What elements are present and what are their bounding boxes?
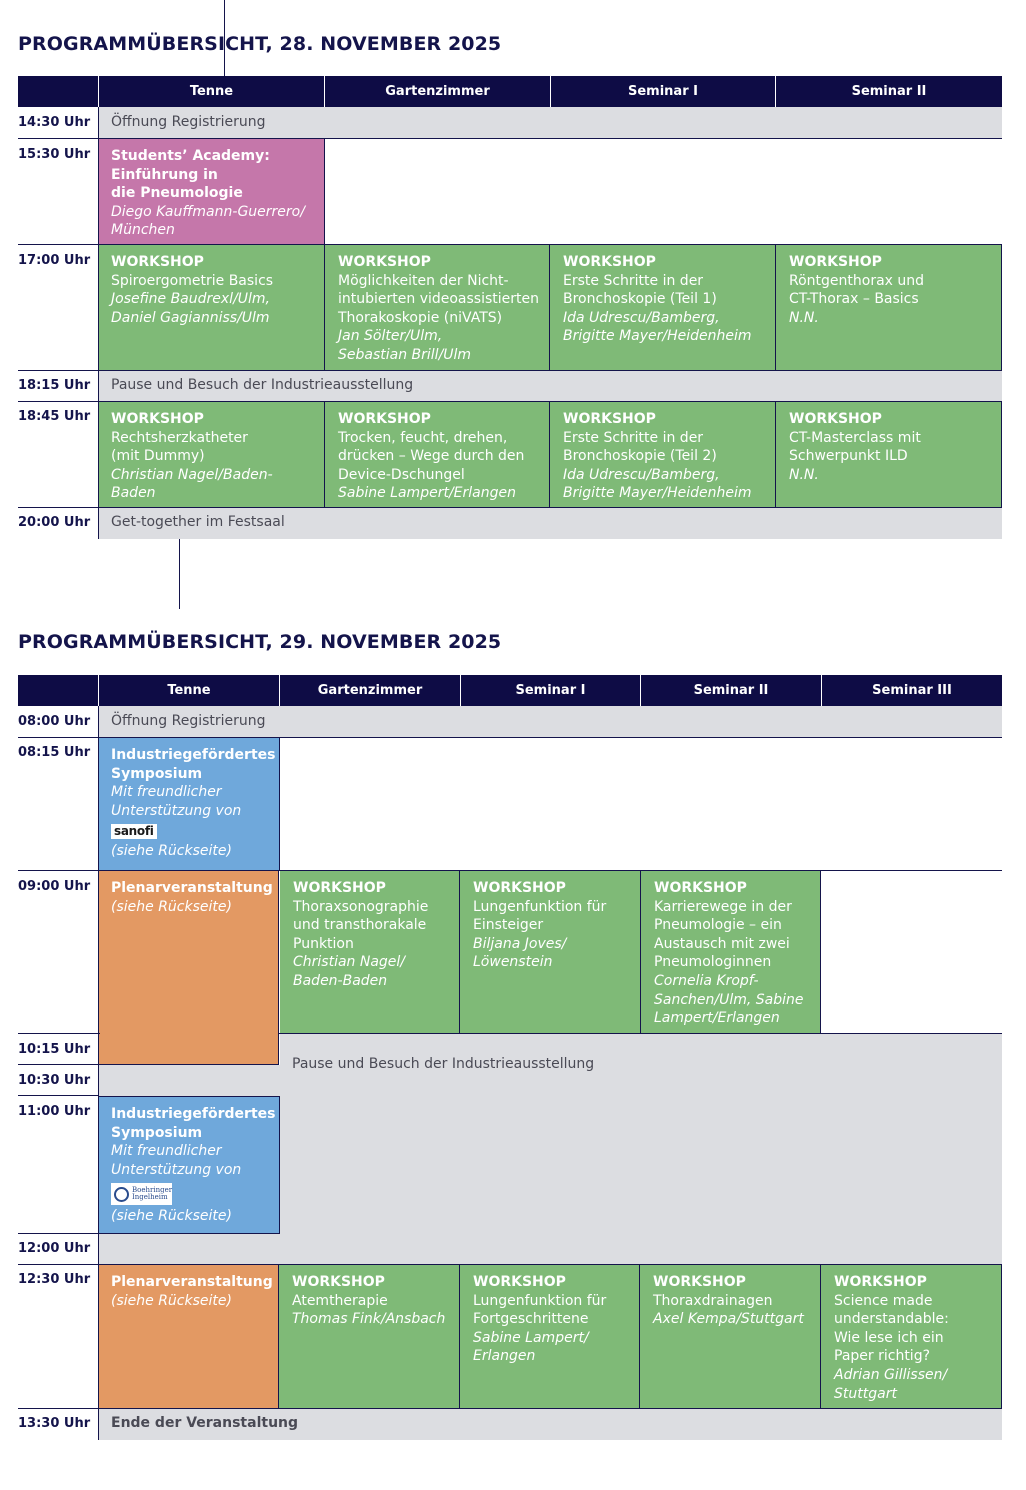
workshop-cell: [550, 245, 776, 370]
workshop-speaker-line: Axel Kempa/Stuttgart: [653, 1311, 804, 1328]
day2-time-0800: 08:00 Uhr: [18, 714, 91, 729]
symposium-title-2: Symposium: [111, 1124, 203, 1141]
workshop-cell: [98, 245, 325, 370]
divider: [18, 1233, 98, 1234]
academy-title-2: Einführung in: [111, 166, 218, 183]
workshop-topic-line: CT-Masterclass mit: [789, 429, 921, 446]
day2-header-time: [18, 675, 98, 706]
boehringer-ingelheim-logo: [111, 1183, 172, 1205]
workshop-topic-line: Punktion: [293, 935, 354, 952]
workshop-label: WORKSHOP: [293, 880, 386, 896]
workshop-speaker-line: Löwenstein: [473, 954, 553, 971]
plenar-title: Plenarveranstaltung: [111, 880, 273, 896]
workshop-topic-line: Device-Dschungel: [338, 466, 465, 483]
day2-time-1230: 12:30 Uhr: [18, 1272, 91, 1287]
day1-time-1430: 14:30 Uhr: [18, 115, 91, 130]
symposium-note-2: Unterstützung von: [111, 802, 242, 819]
academy-title-1: Students’ Academy:: [111, 148, 270, 164]
workshop-cell: [460, 1265, 640, 1408]
workshop-topic-line: Schwerpunkt ILD: [789, 448, 908, 465]
day2-time-0815: 08:15 Uhr: [18, 745, 91, 760]
day2-pause: Pause und Besuch der Industrieausstellung: [292, 1056, 595, 1072]
workshop-topic-line: Pneumologinnen: [654, 954, 772, 971]
workshop-topic-line: Rechtsherzkatheter: [111, 429, 248, 446]
workshop-cell: [325, 245, 550, 370]
workshop-speaker-line: Daniel Gagianniss/Ulm: [111, 309, 270, 326]
workshop-topic-line: understandable:: [834, 1311, 949, 1328]
symposium-ref: (siehe Rückseite): [111, 1208, 232, 1225]
workshop-speaker-line: Erlangen: [473, 1348, 536, 1365]
symposium-title-1: Industriegefördertes: [111, 747, 276, 763]
workshop-speaker-line: Adrian Gillissen/: [834, 1366, 948, 1383]
workshop-topic-line: Erste Schritte in der: [563, 272, 704, 289]
workshop-topic-line: Lungenfunktion für: [473, 898, 607, 915]
day2-header-seminar-3: Seminar III: [821, 675, 1002, 706]
workshop-topic-line: Science made: [834, 1292, 933, 1309]
day2-header-seminar-1: Seminar I: [460, 675, 640, 706]
workshop-label: WORKSHOP: [834, 1274, 927, 1290]
workshop-topic-line: CT-Thorax – Basics: [789, 291, 919, 308]
workshop-label: WORKSHOP: [111, 411, 204, 427]
day1-header-tenne: Tenne: [98, 76, 324, 107]
academy-person-1: Diego Kauffmann-Guerrero/: [111, 203, 305, 220]
day1-header-gartenzimmer: Gartenzimmer: [324, 76, 550, 107]
boehringer-seal-icon: [114, 1187, 129, 1202]
workshop-speaker-line: Stuttgart: [834, 1385, 897, 1402]
workshop-label: WORKSHOP: [111, 254, 204, 270]
divider: [18, 1095, 98, 1096]
workshop-speaker-line: Sebastian Brill/Ulm: [338, 346, 472, 363]
day2-plenar-2: [98, 1265, 279, 1409]
day2-symposium-sanofi: [98, 738, 280, 871]
day2-header-gartenzimmer: Gartenzimmer: [279, 675, 460, 706]
workshop-topic-line: Fortgeschrittene: [473, 1311, 589, 1328]
workshop-cell: [776, 402, 1002, 507]
workshop-topic-line: Pneumologie – ein: [654, 917, 782, 934]
day2-time-1015: 10:15 Uhr: [18, 1042, 91, 1057]
day2-time-1100: 11:00 Uhr: [18, 1104, 91, 1119]
day1-registration: Öffnung Registrierung: [111, 114, 266, 130]
workshop-speaker-line: N.N.: [789, 466, 819, 483]
workshop-speaker-line: Christian Nagel/Baden-Baden: [111, 466, 273, 502]
workshop-topic-line: Möglichkeiten der Nicht-: [338, 272, 509, 289]
symposium-note-2: Unterstützung von: [111, 1161, 242, 1178]
workshop-cell: [776, 245, 1002, 370]
workshop-label: WORKSHOP: [338, 411, 431, 427]
workshop-topic-line: Thorakoskopie (niVATS): [338, 309, 503, 326]
workshop-topic-line: Einsteiger: [473, 917, 544, 934]
day2-pause-tenne-1030: [98, 1065, 280, 1096]
symposium-note-1: Mit freundlicher: [111, 1143, 222, 1160]
day2-end: Ende der Veranstaltung: [111, 1415, 299, 1431]
workshop-topic-line: Austausch mit zwei: [654, 935, 790, 952]
workshop-topic-line: Spiroergometrie Basics: [111, 272, 274, 289]
day2-header-seminar-2: Seminar II: [640, 675, 821, 706]
workshop-topic-line: Bronchoskopie (Teil 1): [563, 291, 717, 308]
workshop-cell: [640, 1265, 821, 1408]
workshop-label: WORKSHOP: [789, 411, 882, 427]
workshop-cell: [280, 871, 460, 1033]
workshop-speaker-line: Brigitte Mayer/Heidenheim: [563, 485, 752, 502]
workshop-label: WORKSHOP: [653, 1274, 746, 1290]
workshop-topic-line: Wie lese ich ein: [834, 1329, 944, 1346]
day1-gettogether: Get-together im Festsaal: [111, 514, 285, 530]
workshop-topic-line: Paper richtig?: [834, 1348, 931, 1365]
academy-person-2: München: [111, 222, 175, 239]
workshop-speaker-line: Josefine Baudrexl/Ulm,: [111, 291, 271, 308]
workshop-topic-line: Röntgenthorax und: [789, 272, 925, 289]
workshop-speaker-line: Sabine Lampert/Erlangen: [338, 485, 516, 502]
workshop-speaker-line: Baden-Baden: [293, 972, 388, 989]
day2-time-1030: 10:30 Uhr: [18, 1073, 91, 1088]
plenar-ref: (siehe Rückseite): [111, 898, 232, 915]
day2-time-0900: 09:00 Uhr: [18, 879, 91, 894]
workshop-speaker-line: Christian Nagel/: [293, 954, 406, 971]
day2-pause-tenne-1200: [98, 1233, 280, 1265]
day2-symposium-boehringer: [98, 1096, 280, 1234]
workshop-cell: [821, 1265, 1002, 1408]
workshop-speaker-line: N.N.: [789, 309, 819, 326]
day1-time-1815: 18:15 Uhr: [18, 378, 91, 393]
workshop-cell: [279, 1265, 460, 1408]
workshop-speaker-line: Sanchen/Ulm, Sabine: [654, 991, 804, 1008]
workshop-label: WORKSHOP: [473, 880, 566, 896]
workshop-label: WORKSHOP: [338, 254, 431, 270]
workshop-topic-line: und transthorakale: [293, 917, 427, 934]
day1-header-seminar-1: Seminar I: [550, 76, 775, 107]
workshop-topic-line: Erste Schritte in der: [563, 429, 704, 446]
workshop-label: WORKSHOP: [563, 254, 656, 270]
day2-registration: Öffnung Registrierung: [111, 713, 266, 729]
workshop-speaker-line: Ida Udrescu/Bamberg,: [563, 466, 720, 483]
workshop-cell: [641, 871, 821, 1033]
workshop-cell: [460, 871, 641, 1033]
workshop-topic-line: intubierten videoassistierten: [338, 291, 540, 308]
workshop-topic-line: Atemtherapie: [292, 1292, 388, 1309]
workshop-cell: [325, 402, 550, 507]
workshop-speaker-line: Brigitte Mayer/Heidenheim: [563, 328, 752, 345]
day1-time-1530: 15:30 Uhr: [18, 147, 91, 162]
logo-text-2: Ingelheim: [132, 1193, 168, 1202]
workshop-cell: [550, 402, 776, 507]
day2-plenar-1: [98, 871, 279, 1065]
workshop-topic-line: Thoraxsonographie: [293, 898, 429, 915]
day2-header-tenne: Tenne: [98, 675, 279, 706]
workshop-speaker-line: Ida Udrescu/Bamberg,: [563, 309, 720, 326]
day2-time-column-border: [98, 706, 99, 1440]
workshop-label: WORKSHOP: [473, 1274, 566, 1290]
workshop-topic-line: Trocken, feucht, drehen,: [338, 429, 508, 446]
workshop-topic-line: drücken – Wege durch den: [338, 448, 525, 465]
workshop-speaker-line: Lampert/Erlangen: [654, 1010, 780, 1027]
day1-students-academy: [98, 139, 325, 244]
day1-pause: Pause und Besuch der Industrieausstellung: [111, 377, 414, 393]
workshop-speaker-line: Cornelia Kropf-: [654, 972, 759, 989]
workshop-topic-line: Karrierewege in der: [654, 898, 792, 915]
day1-title: PROGRAMMÜBERSICHT, 28. NOVEMBER 2025: [18, 33, 502, 55]
workshop-topic-line: Bronchoskopie (Teil 2): [563, 448, 717, 465]
day1-header-seminar-2: Seminar II: [775, 76, 1002, 107]
day1-time-2000: 20:00 Uhr: [18, 515, 91, 530]
day1-time-1700: 17:00 Uhr: [18, 253, 91, 268]
workshop-label: WORKSHOP: [654, 880, 747, 896]
divider: [18, 1064, 98, 1065]
sanofi-logo: sanofi: [111, 824, 157, 839]
day1-time-1845: 18:45 Uhr: [18, 409, 91, 424]
day1-time-column-border: [98, 107, 99, 539]
workshop-speaker-line: Biljana Joves/: [473, 935, 567, 952]
plenar-title: Plenarveranstaltung: [111, 1274, 273, 1290]
symposium-title-2: Symposium: [111, 765, 203, 782]
academy-title-3: die Pneumologie: [111, 185, 243, 202]
workshop-label: WORKSHOP: [563, 411, 656, 427]
workshop-speaker-line: Sabine Lampert/: [473, 1329, 589, 1346]
symposium-title-1: Industriegefördertes: [111, 1106, 276, 1122]
workshop-label: WORKSHOP: [292, 1274, 385, 1290]
day1-header-time: [18, 76, 98, 107]
workshop-topic-line: (mit Dummy): [111, 448, 205, 465]
logo-text-1: Boehringer: [132, 1185, 173, 1194]
day2-time-1330: 13:30 Uhr: [18, 1416, 91, 1431]
workshop-label: WORKSHOP: [789, 254, 882, 270]
day2-title: PROGRAMMÜBERSICHT, 29. NOVEMBER 2025: [18, 631, 502, 653]
workshop-speaker-line: Jan Sölter/Ulm,: [338, 328, 443, 345]
workshop-speaker-line: Thomas Fink/Ansbach: [292, 1311, 446, 1328]
workshop-topic-line: Thoraxdrainagen: [653, 1292, 773, 1309]
symposium-ref: (siehe Rückseite): [111, 843, 232, 860]
boehringer-logo-text: [132, 1187, 172, 1202]
plenar-ref: (siehe Rückseite): [111, 1292, 232, 1309]
workshop-cell: [98, 402, 325, 507]
workshop-topic-line: Lungenfunktion für: [473, 1292, 607, 1309]
day2-time-1200: 12:00 Uhr: [18, 1241, 91, 1256]
symposium-note-1: Mit freundlicher: [111, 784, 222, 801]
divider: [18, 1033, 100, 1034]
